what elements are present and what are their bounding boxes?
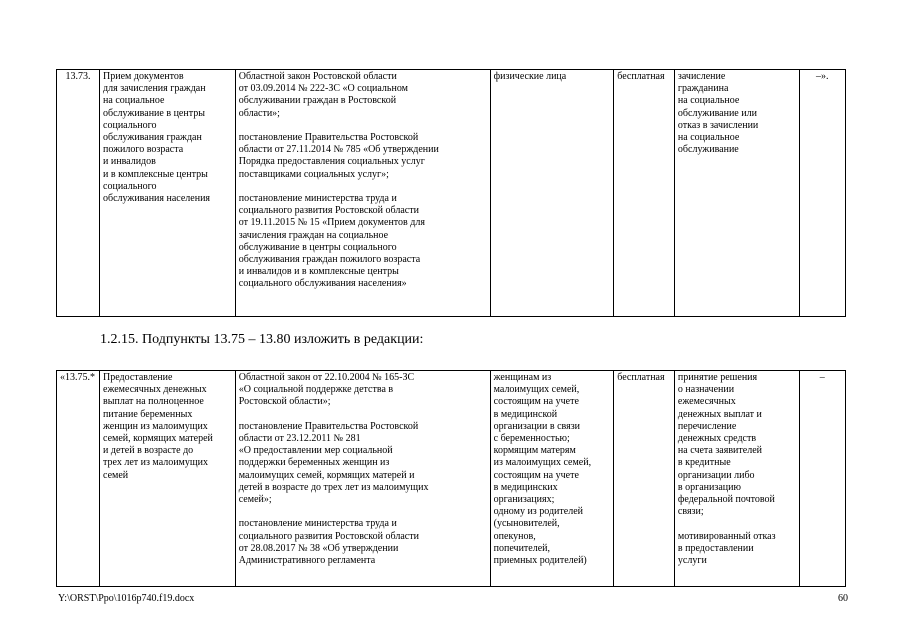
text-line: семей: [103, 469, 129, 481]
text-line: социального развития Ростовской области: [238, 530, 419, 542]
text-line: и детей в возрасте до: [103, 445, 194, 457]
text-line: поставщиками социальных услуг»;: [238, 168, 389, 180]
text-line: социального: [103, 180, 157, 192]
text-line: мотивированный отказ: [677, 530, 776, 542]
text-line: бесплатная: [617, 372, 665, 383]
text-line: принятие решения: [677, 372, 758, 383]
text-line: и инвалидов: [103, 156, 156, 168]
text-line: [239, 409, 487, 421]
table-row: [57, 70, 846, 317]
text-line: трех лет из малоимущих: [103, 457, 208, 469]
text-line: малоимущих семей, кормящих матерей и: [238, 469, 415, 481]
text-line: пожилого возраста: [103, 144, 184, 156]
services-table-top: [56, 69, 846, 317]
text-line: связи;: [677, 506, 704, 518]
text-line: и в комплексные центры: [103, 168, 208, 180]
text-line: от 19.11.2015 № 15 «Прием документов для: [238, 217, 425, 229]
text-line: обслуживания граждан: [103, 132, 202, 144]
text-line: кормящим матерям: [493, 445, 576, 457]
text-line: и инвалидов и в комплексные центры: [238, 266, 399, 278]
text-line: «О предоставлении мер социальной: [238, 445, 393, 457]
text-line: обслуживание в центры: [103, 107, 205, 119]
text-line: попечителей,: [493, 542, 551, 554]
text-line: обслуживание в центры социального: [238, 241, 397, 253]
service-name-cell: [100, 70, 236, 317]
text-line: ежемесячных: [677, 396, 736, 408]
text-line: Предоставление: [103, 372, 173, 383]
text-line: «О социальной поддержке детства в: [238, 384, 394, 396]
text-line: семей»;: [238, 494, 272, 506]
text-line: перечисление: [677, 420, 737, 432]
text-line: обслуживания населения: [103, 193, 211, 205]
text-line: состоящим на учете: [493, 469, 579, 481]
text-line: физические лица: [493, 71, 567, 82]
text-line: из малоимущих семей,: [493, 457, 592, 469]
text-line: для зачисления граждан: [103, 83, 206, 95]
text-line: зачисления граждан на социальное: [238, 229, 389, 241]
text-line: (усыновителей,: [493, 518, 560, 530]
text-line: на счета заявителей: [677, 445, 762, 457]
payment-cell: [614, 70, 675, 317]
text-line: [239, 120, 487, 132]
note-cell: –».: [799, 70, 845, 317]
text-line: состоящим на учете: [493, 396, 579, 408]
text-line: малоимущих семей,: [493, 384, 580, 396]
text-line: одному из родителей: [493, 506, 583, 518]
text-line: [239, 506, 487, 518]
text-line: ежемесячных денежных: [103, 384, 207, 396]
text-line: на социальное: [677, 95, 740, 107]
text-line: Административного регламента: [238, 555, 376, 567]
text-line: Областной закон Ростовской области: [238, 71, 397, 82]
text-line: в медицинской: [493, 408, 558, 420]
text-line: в кредитные: [677, 457, 731, 469]
text-line: обслуживания граждан пожилого возраста: [238, 254, 421, 266]
text-line: семей, кормящих матерей: [103, 433, 213, 445]
text-line: гражданина: [677, 83, 729, 95]
recipients-cell: [490, 371, 614, 587]
text-line: постановление Правительства Ростовской: [238, 132, 419, 143]
row-number: 13.73.: [57, 70, 100, 317]
text-line: на социальное: [677, 132, 740, 144]
file-path: Y:\ORST\Ppo\1016p740.f19.docx: [58, 593, 195, 604]
text-line: выплат на полноценное: [103, 396, 204, 408]
legal-basis-cell: [235, 371, 490, 587]
text-line: бесплатная: [617, 71, 665, 82]
text-line: денежных средств: [677, 433, 757, 445]
text-line: детей в возрасте до трех лет из малоимущих: [238, 481, 429, 493]
section-heading: 1.2.15. Подпункты 13.75 – 13.80 изложить в редакции:: [100, 332, 424, 347]
text-line: женщин из малоимущих: [103, 420, 208, 432]
text-line: от 28.08.2017 № 38 «Об утверждении: [238, 542, 399, 554]
services-table-bottom: [56, 370, 846, 587]
text-line: федеральной почтовой: [677, 494, 775, 506]
text-line: денежных выплат и: [677, 408, 762, 420]
text-line: опекунов,: [493, 530, 536, 542]
text-line: Порядка предоставления социальных услуг: [238, 156, 425, 168]
text-line: поддержки беременных женщин из: [238, 457, 390, 469]
text-line: постановление министерства труда и: [238, 518, 397, 530]
text-line: услуги: [677, 555, 707, 567]
text-line: области от 23.12.2011 № 281: [238, 433, 361, 444]
text-line: обслуживание: [677, 144, 739, 156]
recipients-cell: [490, 70, 614, 317]
text-line: о назначении: [677, 384, 735, 396]
result-cell: [674, 70, 799, 317]
table-row: [57, 371, 846, 587]
text-line: организациях;: [493, 494, 555, 506]
text-line: питание беременных: [103, 408, 193, 420]
text-line: зачисление: [677, 71, 726, 82]
text-line: на социальное: [103, 95, 165, 107]
legal-basis-cell: [235, 70, 490, 317]
text-line: отказ в зачислении: [677, 119, 759, 131]
text-line: Прием документов: [103, 71, 184, 82]
text-line: социального развития Ростовской области: [238, 205, 419, 217]
result-cell: [674, 371, 799, 587]
text-line: от 03.09.2014 № 222-ЗС «О социальном: [238, 83, 408, 95]
text-line: области»;: [238, 107, 280, 119]
text-line: в организацию: [677, 481, 741, 493]
text-line: постановление министерства труда и: [238, 193, 397, 204]
text-line: обслуживании граждан в Ростовской: [238, 95, 397, 107]
note-cell: –: [799, 371, 845, 587]
service-name-cell: [100, 371, 236, 587]
text-line: с беременностью;: [493, 433, 570, 445]
text-line: социального: [103, 119, 157, 131]
payment-cell: [614, 371, 675, 587]
text-line: женщинам из: [493, 372, 552, 383]
text-line: постановление Правительства Ростовской: [238, 420, 419, 432]
text-line: Областной закон от 22.10.2004 № 165-ЗС: [238, 372, 415, 383]
text-line: [239, 181, 487, 193]
text-line: области от 27.11.2014 № 785 «Об утверждении: [238, 144, 439, 156]
text-line: организации либо: [677, 469, 755, 481]
text-line: приемных родителей): [493, 555, 587, 567]
text-line: [678, 518, 796, 530]
text-line: в медицинских: [493, 481, 558, 493]
page-number: 60: [838, 593, 848, 604]
text-line: Ростовской области»;: [238, 396, 331, 408]
text-line: социального обслуживания населения»: [238, 278, 407, 290]
text-line: в предоставлении: [677, 542, 754, 554]
text-line: организации в связи: [493, 420, 580, 432]
row-number: «13.75.*: [57, 371, 100, 587]
text-line: обслуживание или: [677, 107, 757, 119]
